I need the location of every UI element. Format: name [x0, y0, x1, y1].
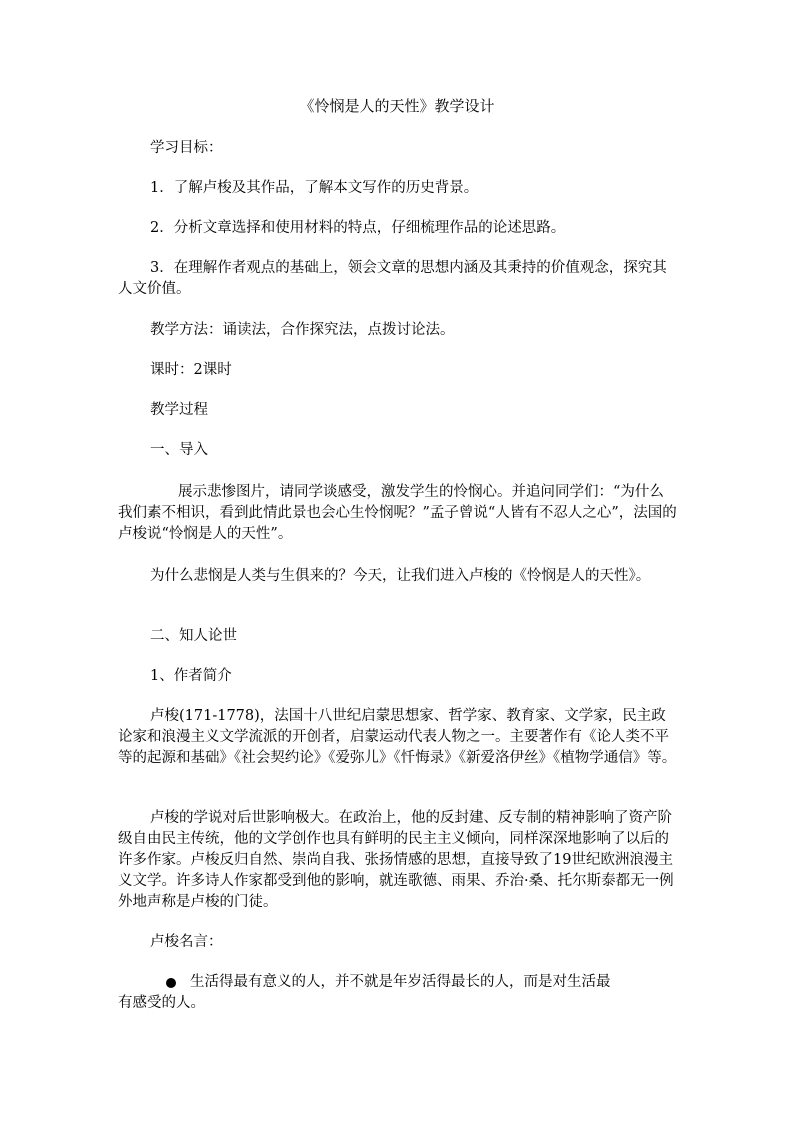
- process-heading: 教学过程: [150, 402, 208, 418]
- objectives-heading: 学习目标：: [150, 140, 223, 156]
- quote-item-1-text: 生活得最有意义的人，并不就是年岁活得最长的人，而是对生活最: [190, 974, 611, 990]
- intro-paragraph-1: 展示悲惨图片，请同学谈感受，激发学生的怜悯心。并追问同学们：“为什么我们素不相识，看到此情此景也会心生怜悯呢？”孟子曾说“人皆有不忍人之心”，法国的卢梭说“怜悯是人的天性”。: [118, 484, 677, 542]
- author-heading: 1、作者简介: [150, 668, 232, 684]
- quote-item-1-first-line: [150, 972, 678, 993]
- intro-paragraph-2: 为什么悲悯是人类与生俱来的？今天，让我们进入卢梭的《怜悯是人的天性》。: [150, 568, 651, 584]
- quotes-heading: 卢梭名言：: [150, 934, 223, 950]
- objective-item-1: 1．了解卢梭及其作品，了解本文写作的历史背景。: [150, 180, 479, 196]
- quote-item-1: [118, 972, 678, 1014]
- author-paragraph-2: 卢梭的学说对后世影响极大。在政治上，他的反封建、反专制的精神影响了资产阶级自由民主传统，他的文学创作也具有鲜明的民主主义倾向，同样深深地影响了以后的许多作家。卢梭反归自然、崇尚自我、张扬情感的思想，直接导致了19世纪欧洲浪漫主义文学。许多诗人作家都受到他的影响，就连歌德、雨果、乔治·桑、托尔斯泰都无一例外地声称是卢梭的门徒。: [118, 810, 674, 910]
- class-hours: 课时：2课时: [150, 362, 232, 378]
- objective-item-3: 3．在理解作者观点的基础上，领会文章的思想内涵及其秉持的价值观念，探究其人文价值。: [118, 260, 667, 297]
- section-2-heading: 二、知人论世: [150, 628, 237, 644]
- section-1-heading: 一、导入: [150, 442, 208, 458]
- teaching-method: 教学方法：诵读法，合作探究法，点拨讨论法。: [150, 322, 455, 338]
- quote-item-1-continuation: 有感受的人。: [118, 995, 205, 1011]
- author-paragraph-1: 卢梭(171-1778)，法国十八世纪启蒙思想家、哲学家、教育家、文学家，民主政论家和浪漫主义文学流派的开创者，启蒙运动代表人物之一。主要著作有《论人类不平等的起源和基础》《社会契约论》《爱弥儿》《忏悔录》《新爱洛伊丝》《植物学通信》等。: [118, 708, 677, 766]
- objective-item-2: 2．分析文章选择和使用材料的特点，仔细梳理作品的论述思路。: [150, 220, 566, 236]
- document-title: 《怜悯是人的天性》教学设计: [299, 97, 495, 115]
- bullet-dot-icon: [166, 978, 176, 988]
